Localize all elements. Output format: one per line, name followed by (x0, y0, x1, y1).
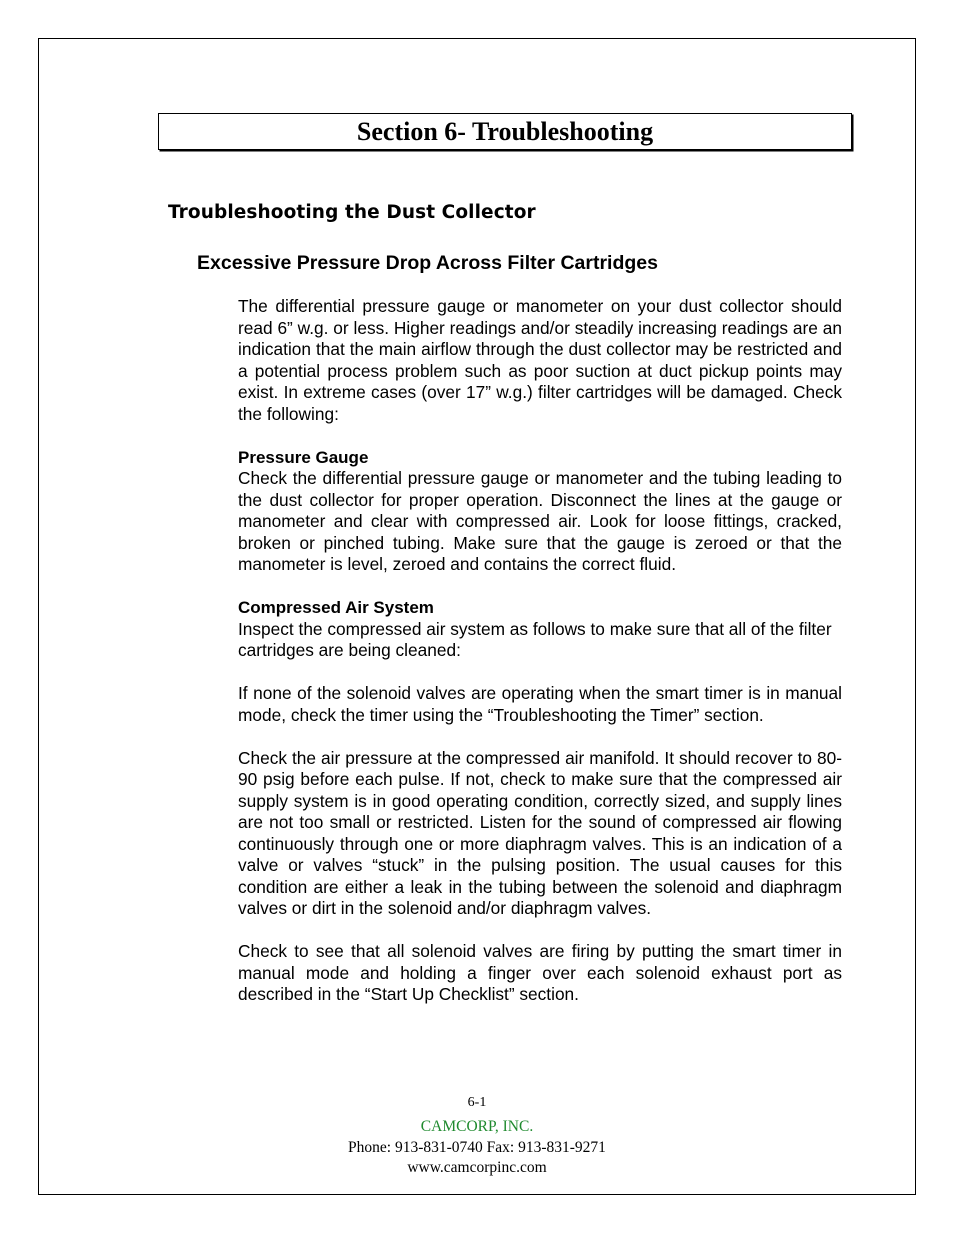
section-title-box (158, 113, 852, 150)
footer-website: www.camcorpinc.com (407, 1159, 547, 1176)
intro-paragraph: The differential pressure gauge or manometer on your dust collector should read 6” w.g. or less. Higher readings and/or steadily increasing readings are an indication that the main airflow through the dust collector may be restricted and a potential process problem such as poor suction at duct pickup points may exist. In extreme cases (over 17” w.g.) filter cartridges will be damaged. Check the following: (238, 296, 842, 424)
main-heading: Troubleshooting the Dust Collector (168, 202, 536, 223)
pressure-gauge-paragraph: Check the differential pressure gauge or manometer and the tubing leading to the dust collector for proper operation. Disconnect the lines at the gauge or manometer and clear with compressed air. Look for loose fittings, cracked, broken or pinched tubing. Make sure that the gauge is zeroed or that the manometer is level, zeroed and contains the correct fluid. (238, 468, 842, 574)
footer (38, 1117, 916, 1179)
solenoid-firing-paragraph: Check to see that all solenoid valves are firing by putting the smart timer in manual mode and holding a finger over each solenoid exhaust port as described in the “Start Up Checklist” section. (238, 941, 842, 1004)
solenoid-paragraph: If none of the solenoid valves are operating when the smart timer is in manual mode, check the timer using the “Troubleshooting the Timer” section. (238, 683, 842, 725)
footer-phone: Phone: 913-831-0740 Fax: 913-831-9271 (348, 1138, 606, 1156)
compressed-air-title: Compressed Air System (238, 598, 434, 617)
content-body (238, 296, 842, 1006)
pressure-gauge-title: Pressure Gauge (238, 447, 369, 467)
footer-company: CAMCORP, INC. (420, 1118, 534, 1135)
compressed-air-intro: Inspect the compressed air system as follows to make sure that all of the filter cartridges are being cleaned: (238, 618, 832, 660)
page-number: 6-1 (467, 1095, 487, 1110)
air-pressure-paragraph: Check the air pressure at the compressed air manifold. It should recover to 80-90 psig before each pulse. If not, check to make sure that the compressed air supply system is in good operating condition, correctly sized, and supply lines are not too small or restricted. Listen for the sound of compressed air flowing continuously through one or more diaphragm valves. This is an indication of a valve or valves “stuck” in the pulsing position. The usual causes for this condition are either a leak in the tubing between the solenoid and diaphragm valves or dirt in the solenoid and/or diaphragm valves. (238, 747, 842, 918)
sub-heading: Excessive Pressure Drop Across Filter Cartridges (197, 252, 658, 274)
section-title: Section 6- Troubleshooting (356, 116, 654, 146)
